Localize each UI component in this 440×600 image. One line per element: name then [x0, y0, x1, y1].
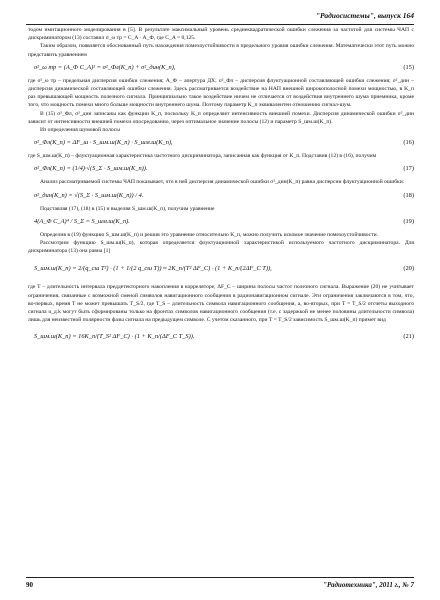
equation-21 — [28, 326, 414, 348]
paragraph-4: В (15) σ²_Фл, σ²_дин записаны как функции K_п, поскольку K_п определяет интенсивность внешней помехи. Дисперсия динамической ошибки σ²_дин зависит от интенсивности внешней помехи опосредованно, через оптимальное значение полосы (12) и параметр S_шм.ш(K_п). — [28, 110, 414, 125]
running-header — [26, 10, 414, 25]
equation-21-formula: S_шм.ш(K_п) = 16K_п/(T_S² ΔF_C) · (1 + K_п/(ΔF_C T_S)). — [34, 333, 195, 341]
paragraph-10: Рассмотрим функцию S_шм.ш(K_п), которая определяется флуктуационной характеристикой используемого частотного дискриминатора. Для дискриминатора (13) она равна [1] — [28, 240, 414, 255]
equation-18 — [28, 189, 414, 203]
paragraph-7: Анализ рассматриваемой системы ЧАП показывает, что в ней дисперсия динамической ошибки σ²_дин(K_п) равна дисперсии флуктуационной ошибки: — [40, 179, 405, 186]
equation-17-formula: σ²_Фл(K_п) = (1/4)·√(S_Σ · S_шм.ш(K_п)). — [34, 165, 148, 173]
equation-18-number: (18) — [403, 191, 414, 199]
equation-15-formula: σ²_ω тр = (A_Ф C_A)² = σ²_Фл(K_п) + σ²_дин(K_п), — [34, 63, 176, 71]
paragraph-8: Подставляя (17), (18) в (15) и выделяя S_шм.ш(K_п), получим уравнение — [40, 205, 215, 212]
paragraph-5: Из определения шумовой полосы — [40, 127, 121, 134]
header-title: "Радиосистемы", выпуск 164 — [315, 11, 414, 20]
equation-18-formula: σ²_дин(K_п) = √(S_Σ · S_шм.ш(K_п)) / 4. — [34, 191, 144, 199]
equation-16 — [28, 136, 414, 150]
equation-19 — [28, 215, 414, 229]
paragraph-11: где T – длительность интервала преддетекторного накопления в корреляторе, ΔF_C – ширина полосы частот полезного сигнала. Выражение (20) не учитывает ограничения, связанные с возможной сменой символов навигационного сообщения в радионавигационном сигнале. Эти ограничения заключаются в том, что, во-первых, время T не может превышать T_S/2, где T_S – длительность символа навигационного сообщения, а, во-вторых, при T = T_S/2 отсчеты выходного сигнала u_д.k могут быть сформированы только на фронтах символов навигационного сообщения (т.е. с задержкой не менее половины длительности символа) лишь для неизвестной полярности фазы сигнала на предыдущем символе. С учетом сказанного, при T = T_S/2 зависимость S_шм.ш(K_п) примет вид — [28, 284, 414, 324]
equation-21-number: (21) — [403, 333, 414, 341]
equation-17-number: (17) — [403, 165, 414, 173]
paragraph-9: Определив в (19) функцию S_шм.ш(K_п) и решив это уравнение относительно K_п, можно получить искомое значение помехоустойчивости. — [40, 231, 378, 238]
equation-20-number: (20) — [403, 265, 414, 273]
equation-20-formula: S_шм.ш(K_п) = 2/(q_сш T²) · (1 + 1/(2 q_сш T)) ≈ 2K_п/(T² ΔF_C) · (1 + K_п/(2ΔF_C T)), — [34, 265, 272, 273]
equation-16-formula: σ²_Фл(K_п) = ΔF_ш · S_шм.ш(K_п) · S_шм.ш(K_п), — [34, 139, 173, 147]
paragraph-6: где S_шм.ш(K_п) – флуктуационная характеристика частотного дискриминатора, записанная как функция от K_п. Подставив (12) в (16), получим — [28, 153, 377, 160]
equation-19-number: (19) — [403, 217, 414, 225]
paragraph-3: где σ²_ω тр – предельная дисперсия ошибки слежения; A_Ф – апертура ДХ; σ²_Фл – дисперсия флуктуационной составляющей ошибки слежения; σ²_дин – дисперсия динамической составляющей ошибки слежения. Здесь рассматривается воздействие на НАП внешней широкополосной помехи мощностью, в K_п раз превышающей мощность полезного сигнала. Принципиально такое воздействие ничем не отличается от воздействия внутреннего шума приемника, кроме того, что мощность помехи много больше мощности внутреннего шума. Поэтому параметр K_п эквивалентен отношению сигнал-шум. — [28, 77, 414, 109]
equation-17 — [28, 162, 414, 176]
paragraph-2: Таким образом, появляется обоснованный путь нахождения помехоустойчивости в предельного уровня ошибки слежения. Математически этот путь можно представить уравнением — [28, 43, 414, 58]
equation-16-number: (16) — [403, 139, 414, 147]
equation-19-formula: 4(A_Ф C_A)⁴ / S_Σ = S_шм.ш(K_п). — [34, 217, 130, 225]
page-footer — [26, 577, 414, 590]
equation-20 — [28, 257, 414, 281]
equation-15 — [28, 61, 414, 75]
journal-reference: "Радиотехника", 2011 г., № 7 — [323, 581, 414, 589]
paragraph-1: тодом имитационного моделирования в [5]. В результате максимальный уровень среднеквадратической ошибки слежения за частотой для системы ЧАП с дискриминатором (13) составил σ_ω тр = C_A · A_Ф, где C_A = 0,125. — [28, 27, 414, 42]
page-body — [28, 26, 414, 350]
page-number: 90 — [26, 581, 33, 589]
equation-15-number: (15) — [403, 63, 414, 71]
